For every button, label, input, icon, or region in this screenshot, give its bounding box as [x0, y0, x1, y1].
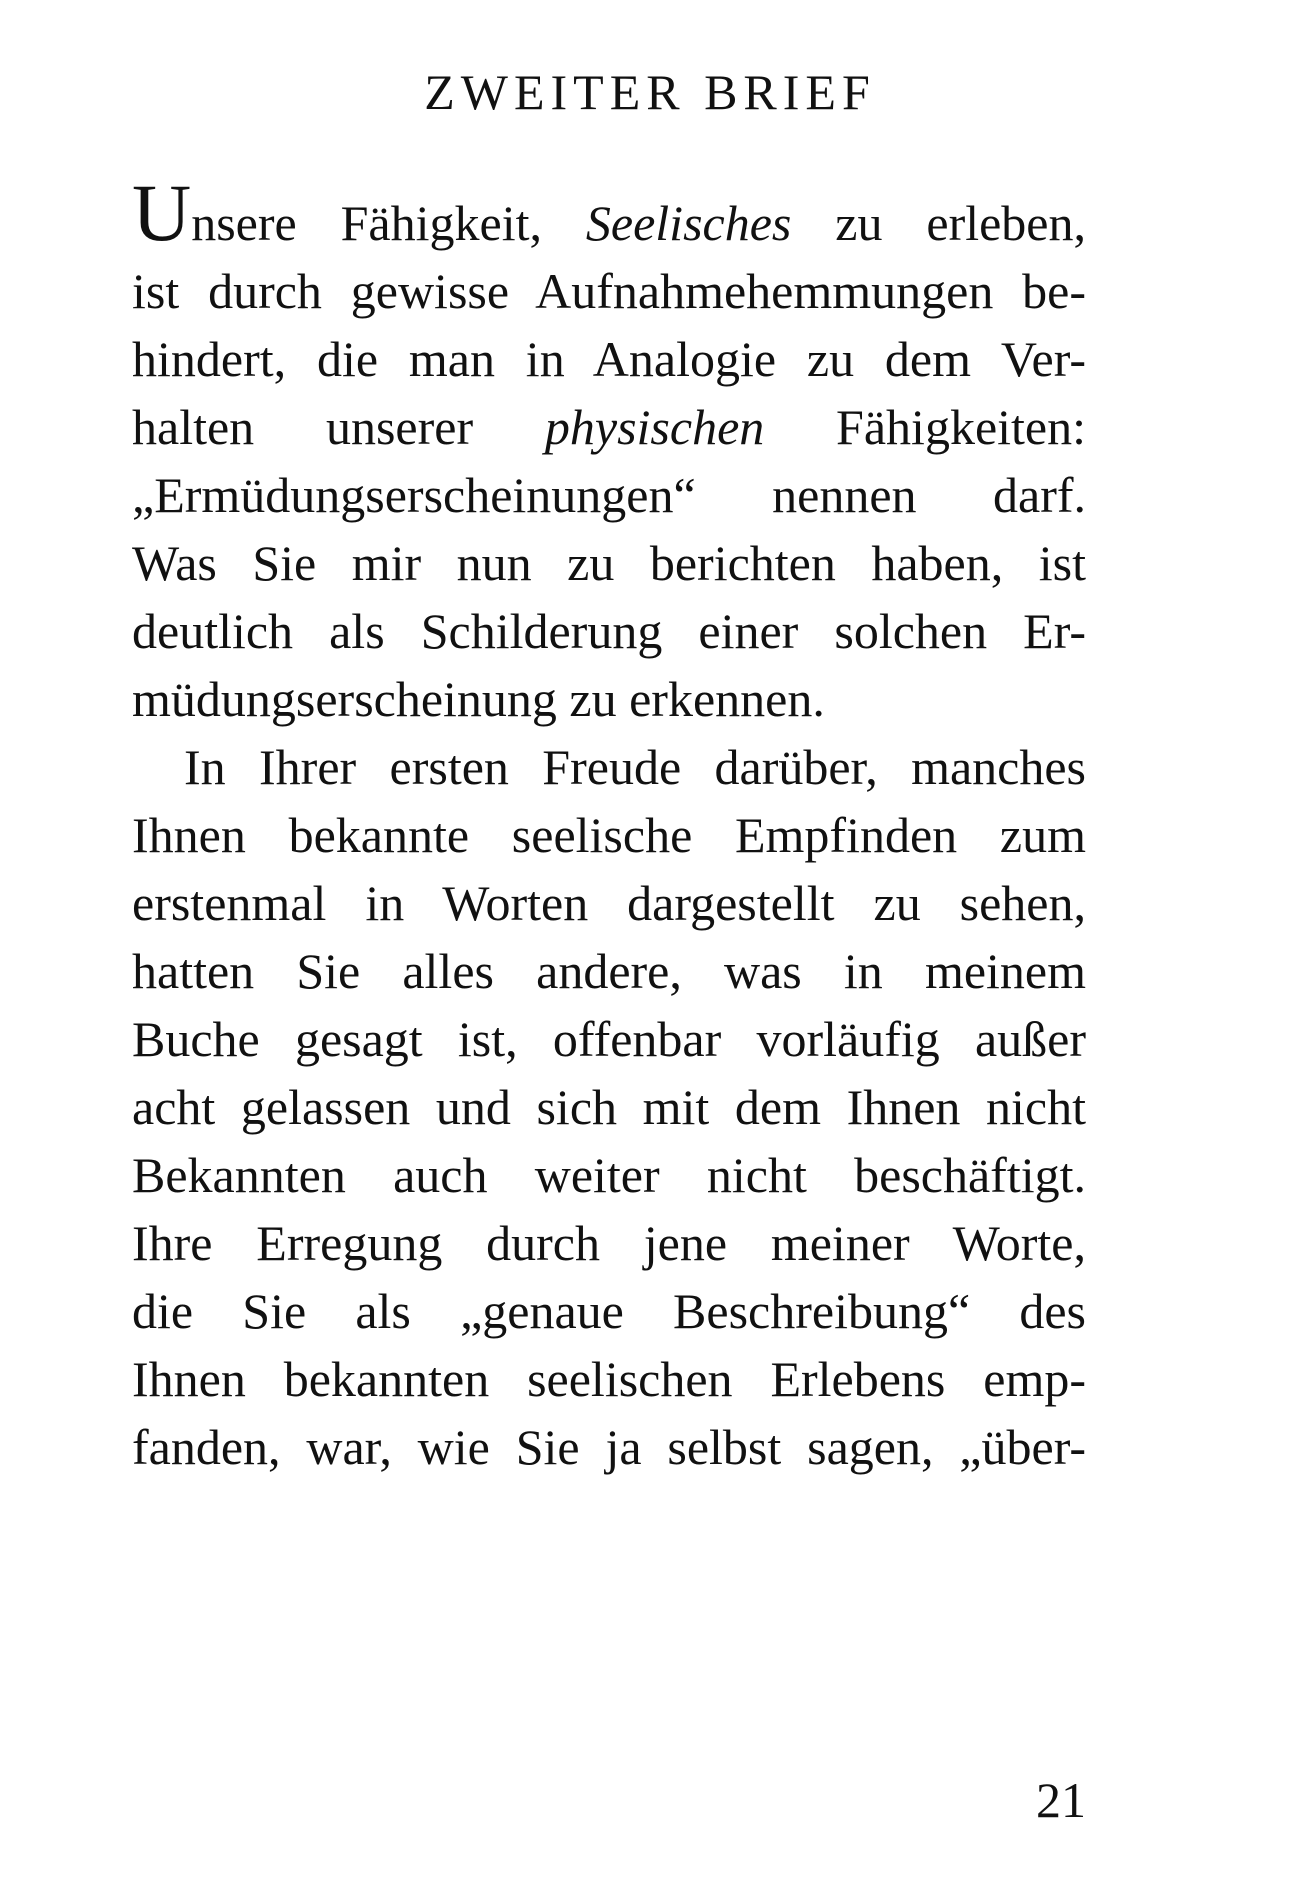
text-line: Was Sie mir nun zu berichten haben, ist — [132, 535, 1086, 591]
text-segment: zu erleben, — [791, 195, 1086, 251]
text-line: hindert, die man in Analogie zu dem Ver- — [132, 331, 1086, 387]
drop-cap: U — [132, 167, 192, 258]
text-line: In Ihrer ersten Freude darüber, manches — [184, 739, 1086, 795]
text-line: hatten Sie alles andere, was in meinem — [132, 943, 1086, 999]
text-line: erstenmal in Worten dargestellt zu sehen, — [132, 875, 1086, 931]
page-number: 21 — [1036, 1772, 1086, 1828]
text-line: Buche gesagt ist, offenbar vorläufig außer — [132, 1011, 1086, 1067]
emphasis-text: physischen — [544, 399, 765, 455]
text-segment: Fähigkeiten: — [764, 399, 1086, 455]
text-line: Ihnen bekannten seelischen Erlebens emp- — [132, 1351, 1086, 1407]
text-line: Bekannten auch weiter nicht beschäftigt. — [132, 1147, 1086, 1203]
text-line: die Sie als „genaue Beschreibung“ des — [132, 1283, 1086, 1339]
text-line: Ihre Erregung durch jene meiner Worte, — [132, 1215, 1086, 1271]
text-line — [132, 167, 1086, 258]
text-line: deutlich als Schilderung einer solchen Er- — [132, 603, 1086, 659]
text-line — [132, 397, 1086, 457]
text-line: müdungserscheinung zu erkennen. — [132, 671, 825, 727]
text-line: „Ermüdungserscheinungen“ nennen darf. — [132, 467, 1086, 523]
text-line: Ihnen bekannte seelische Empfinden zum — [132, 807, 1086, 863]
text-segment: nsere Fähigkeit, — [191, 195, 586, 251]
chapter-heading: ZWEITER BRIEF — [424, 64, 876, 120]
text-line: acht gelassen und sich mit dem Ihnen nicht — [132, 1079, 1086, 1135]
emphasis-text: Seelisches — [585, 195, 792, 251]
text-line: ist durch gewisse Aufnahmehemmungen be- — [132, 263, 1086, 319]
text-segment: halten unserer — [132, 399, 545, 455]
text-line: fanden, war, wie Sie ja selbst sagen, „über- — [132, 1419, 1086, 1475]
